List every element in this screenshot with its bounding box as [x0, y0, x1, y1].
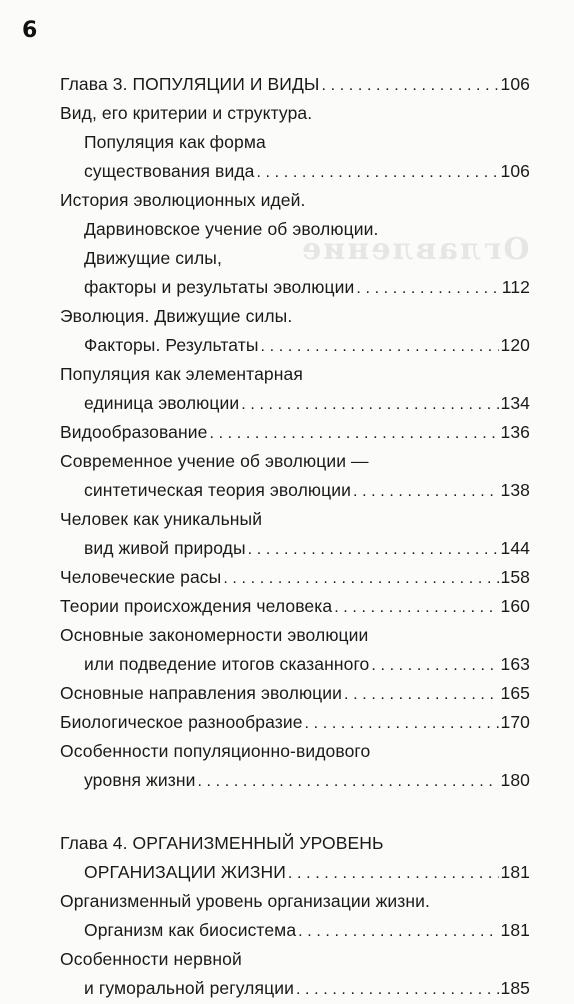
toc-entry[interactable] [60, 360, 530, 389]
dot-leader [256, 158, 498, 187]
toc-entry[interactable] [60, 215, 530, 244]
toc-entry-title: и гуморальной регуляции [84, 978, 294, 998]
dot-leader [241, 390, 498, 419]
toc-entry-page: 180 [500, 770, 530, 790]
toc-entry[interactable] [60, 128, 530, 157]
toc-entry[interactable] [60, 592, 530, 621]
toc-entry-title: История эволюционных идей. [60, 190, 306, 210]
toc-entry-title: Глава 3. ПОПУЛЯЦИИ И ВИДЫ [60, 74, 320, 94]
toc-entry-title: синтетическая теория эволюции [84, 480, 351, 500]
dot-leader [353, 477, 499, 506]
toc-entry-title: Человеческие расы [60, 567, 222, 587]
toc-entry[interactable] [60, 447, 530, 476]
toc-entry[interactable] [60, 418, 530, 447]
toc-entry[interactable] [60, 186, 530, 215]
toc-entry-page: 163 [500, 654, 530, 674]
toc-entry-title: уровня жизни [84, 770, 196, 790]
toc-entry-title: Теории происхождения человека [60, 596, 333, 616]
toc-entry[interactable] [60, 766, 530, 795]
dot-leader [305, 709, 499, 738]
dot-leader [209, 419, 498, 448]
toc-entry-title: Глава 4. ОРГАНИЗМЕННЫЙ УРОВЕНЬ [60, 833, 384, 853]
toc-entry[interactable] [60, 534, 530, 563]
toc-entry[interactable] [60, 389, 530, 418]
toc-entry[interactable] [60, 679, 530, 708]
toc-entry[interactable] [60, 244, 530, 273]
toc-entry[interactable] [60, 916, 530, 945]
toc-entry-title: Человек как уникальный [60, 509, 263, 529]
dot-leader [298, 917, 498, 946]
dot-leader [197, 767, 498, 796]
toc-entry-page: 181 [500, 920, 530, 940]
toc-entry[interactable] [60, 70, 530, 99]
toc-entry-title: Движущие силы, [84, 248, 222, 268]
dot-leader [261, 332, 499, 361]
toc-entry-title: Современное учение об эволюции — [60, 451, 369, 471]
toc-entry-title: Видообразование [60, 422, 208, 442]
toc-entry[interactable] [60, 887, 530, 916]
toc-entry-title: Факторы. Результаты [84, 335, 259, 355]
toc-entry-title: Вид, его критерии и структура. [60, 103, 313, 123]
toc-entry-page: 106 [500, 74, 530, 94]
dot-leader [248, 535, 499, 564]
toc-entry-page: 170 [500, 712, 530, 732]
toc-entry[interactable] [60, 99, 530, 128]
toc-entry-title: или подведение итогов сказанного [84, 654, 370, 674]
toc-entry-page: 120 [500, 335, 530, 355]
toc-entry-title: Популяция как элементарная [60, 364, 303, 384]
toc-entry-title: Эволюция. Движущие силы. [60, 306, 293, 326]
toc-entry-page: 158 [500, 567, 530, 587]
toc-entry-title: Основные закономерности эволюции [60, 625, 369, 645]
toc-entry-title: Дарвиновское учение об эволюции. [84, 219, 379, 239]
toc-entry[interactable] [60, 476, 530, 505]
toc-entry-title: Основные направления эволюции [60, 683, 343, 703]
toc-entry-title: Организменный уровень организации жизни. [60, 891, 430, 911]
toc-entry-page: 144 [500, 538, 530, 558]
toc-entry-title: Организм как биосистема [84, 920, 297, 940]
toc-entry-page: 138 [500, 480, 530, 500]
dot-leader [344, 680, 498, 709]
toc-entry-title: единица эволюции [84, 393, 240, 413]
toc-entry[interactable] [60, 945, 530, 974]
bleed-through-heading: Оглавление [300, 232, 530, 267]
dot-leader [223, 564, 498, 593]
toc-entry[interactable] [60, 505, 530, 534]
toc-entry-title: ОРГАНИЗАЦИИ ЖИЗНИ [84, 862, 286, 882]
toc-entry-page: 136 [500, 422, 530, 442]
dot-leader [288, 859, 499, 888]
toc-entry-title: Биологическое разнообразие [60, 712, 303, 732]
toc-entry-page: 112 [501, 277, 530, 297]
toc-entry[interactable] [60, 621, 530, 650]
toc-entry-title: Особенности нервной [60, 949, 242, 969]
toc-entry[interactable] [60, 302, 530, 331]
toc-entry[interactable] [60, 708, 530, 737]
toc-entry-page: 134 [500, 393, 530, 413]
toc-entry-title: Популяция как форма [84, 132, 266, 152]
toc-entry-page: 160 [500, 596, 530, 616]
toc-entry[interactable] [60, 650, 530, 679]
toc-entry[interactable] [60, 157, 530, 186]
toc-entry-page: 165 [500, 683, 530, 703]
toc-entry-title: Особенности популяционно-видового [60, 741, 371, 761]
toc-entry[interactable] [60, 563, 530, 592]
toc-entry-title: факторы и результаты эволюции [84, 277, 355, 297]
dot-leader [371, 651, 498, 680]
toc-entry[interactable] [60, 737, 530, 766]
toc-entry-title: вид живой природы [84, 538, 246, 558]
page-number: 6 [22, 18, 38, 43]
toc-entry[interactable] [60, 273, 530, 302]
toc-entry-page: 185 [500, 978, 530, 998]
dot-leader [322, 71, 499, 100]
toc-entry[interactable] [60, 974, 530, 1003]
section-gap [60, 795, 530, 829]
dot-leader [356, 274, 499, 303]
dot-leader [334, 593, 498, 622]
toc-entry-title: существования вида [84, 161, 255, 181]
toc-entry[interactable] [60, 829, 530, 858]
toc-entry[interactable] [60, 858, 530, 887]
toc-entry-page: 106 [500, 161, 530, 181]
toc-entry[interactable] [60, 331, 530, 360]
toc-entry-page: 181 [500, 862, 530, 882]
table-of-contents [60, 70, 530, 1003]
